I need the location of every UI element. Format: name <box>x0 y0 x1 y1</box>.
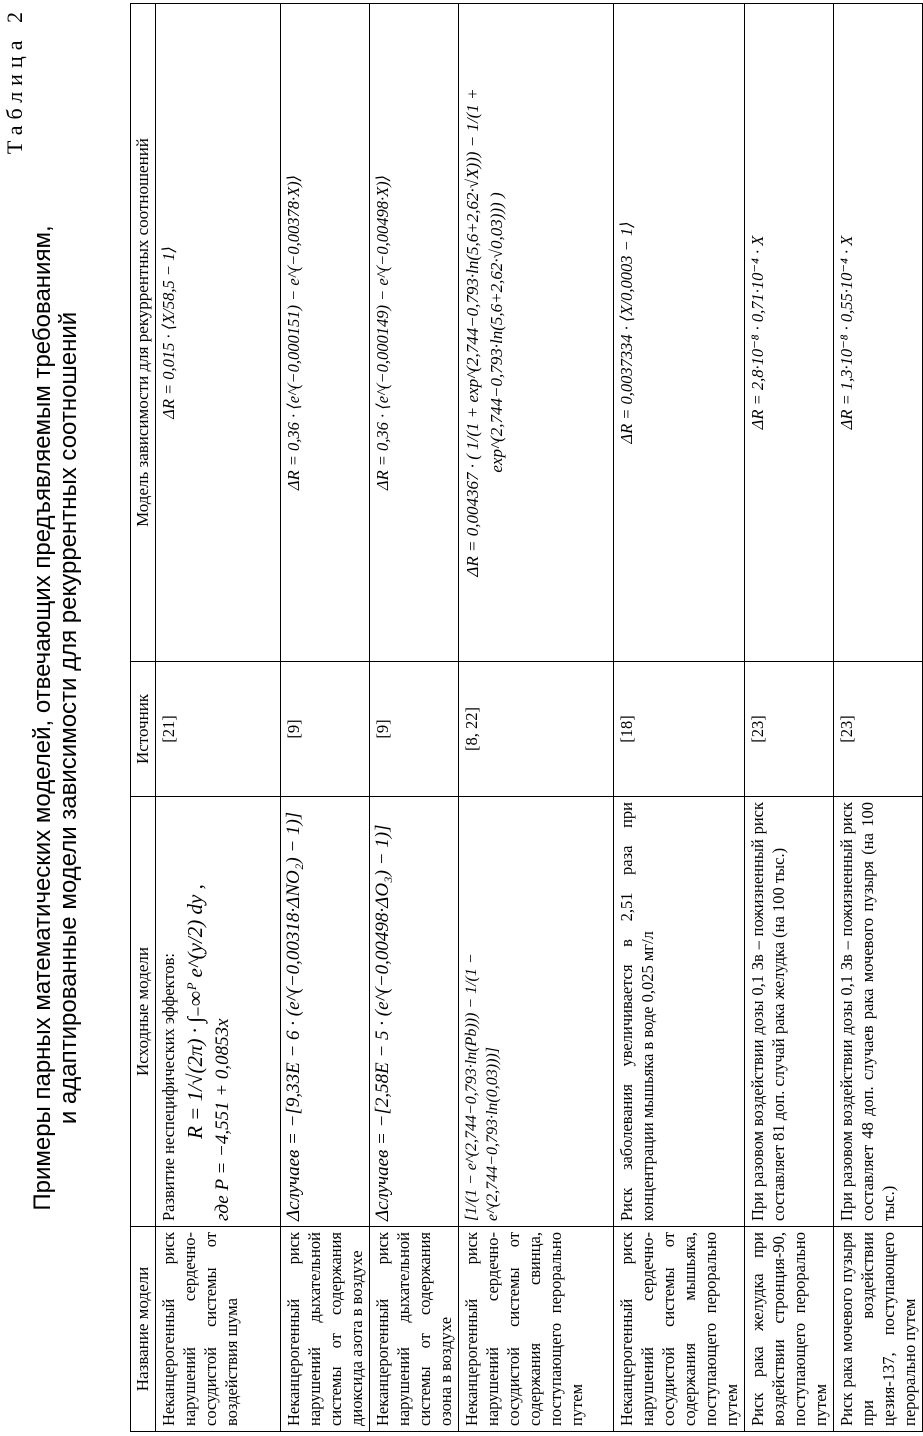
model-name: Риск рака желудка при воздействии стронция-90, поступающего перорально путем <box>745 1227 834 1432</box>
header-name: Название модели <box>131 1227 156 1432</box>
original-note: Развитие неспецифических эффектов: <box>159 953 178 1221</box>
model-name: Риск рака мочевого пузыря при воздействии цезия-137, поступающего перорально путем <box>834 1227 923 1432</box>
table-number: Таблица 2 <box>2 6 27 155</box>
table-row <box>459 4 614 1432</box>
table-row <box>834 4 923 1432</box>
model-name: Неканцерогенный риск нарушений дыхательной системы от содержания озона в воздухе <box>370 1227 459 1432</box>
original-formula: [1/(1 − e^(2,744−0,793·ln(Pb))) − 1/(1 − e^(2,744−0,793·ln(0,03)))] <box>459 797 614 1227</box>
source-ref: [18] <box>614 662 745 797</box>
original-formula: R = 1/√(2π) · ∫₋∞ᴾ e^(y/2) dy , <box>183 884 207 1139</box>
source-ref: [8, 22] <box>459 662 614 797</box>
source-ref: [21] <box>156 662 281 797</box>
table-title <box>30 0 82 1436</box>
source-ref: [9] <box>281 662 370 797</box>
original-text: При разовом воздействии дозы 0,1 Зв – пожизненный риск составляет 81 доп. случай рака желудка (на 100 тыс.) <box>745 797 834 1227</box>
table-header-row <box>131 4 156 1432</box>
title-line-1: Примеры парных математических моделей, отвечающих предъявляемым требованиям, <box>29 225 56 1211</box>
recurrent-model: ΔR = 0,36 · ⟨e^(−0,000151) − e^(−0,00378·X)⟩ <box>281 4 370 662</box>
model-name: Неканцерогенный риск нарушений сердечно-сосудистой системы от воздействия шума <box>156 1227 281 1432</box>
original-text: При разовом воздействии дозы 0,1 Зв – пожизненный риск составляет 48 доп. случаев рака мочевого пузыря (на 100 тыс.) <box>834 797 923 1227</box>
table-row <box>156 4 281 1432</box>
model-name: Неканцерогенный риск нарушений сердечно-сосудистой системы от содержания свинца, поступающего перорально путем <box>459 1227 614 1432</box>
recurrent-model: ΔR = 0,36 · ⟨e^(−0,000149) − e^(−0,00498·X)⟩ <box>370 4 459 662</box>
recurrent-model: ΔR = 0,004367 · ( 1/(1 + exp^(2,744−0,793·ln(5,6+2,62·√X))) − 1/(1 + exp^(2,744−0,793·ln(5,6+2,62·√0,03))) ) <box>459 4 614 662</box>
source-ref: [9] <box>370 662 459 797</box>
recurrent-model: ΔR = 0,0037334 · ⟨X/0,0003 − 1⟩ <box>614 4 745 662</box>
table-row <box>614 4 745 1432</box>
header-source: Источник <box>131 662 156 797</box>
original-formula: Δслучаев = −[2,58E − 5 · (e^(−0,00498·ΔO₃) − 1)] <box>370 797 459 1227</box>
recurrent-model: ΔR = 2,8·10⁻⁸ · 0,71·10⁻⁴ · X <box>745 4 834 662</box>
original-extra: где P = −4,551 + 0,0853x <box>212 1018 233 1221</box>
table-row <box>370 4 459 1432</box>
table-row <box>745 4 834 1432</box>
header-model: Модель зависимости для рекуррентных соотношений <box>131 4 156 662</box>
header-original: Исходные модели <box>131 797 156 1227</box>
source-ref: [23] <box>745 662 834 797</box>
source-ref: [23] <box>834 662 923 797</box>
recurrent-model: ΔR = 0,015 · ⟨X/58,5 − 1⟩ <box>156 4 281 662</box>
model-name: Неканцерогенный риск нарушений дыхательной системы от содержания диоксида азота в воздухе <box>281 1227 370 1432</box>
models-table <box>130 3 923 1432</box>
original-model <box>156 797 281 1227</box>
original-text: Риск заболевания увеличивается в 2,51 раза при концентрации мышьяка в воде 0,025 мг/л <box>614 797 745 1227</box>
recurrent-model: ΔR = 1,3·10⁻⁸ · 0,55·10⁻⁴ · X <box>834 4 923 662</box>
original-formula: Δслучаев = −[9,33E − 6 · (e^(−0,00318·ΔNO₂) − 1)] <box>281 797 370 1227</box>
table-row <box>281 4 370 1432</box>
model-name: Неканцерогенный риск нарушений сердечно-сосудистой системы от содержания мышьяка, поступающего перорально путем <box>614 1227 745 1432</box>
title-line-2: и адаптированные модели зависимости для рекуррентных соотношений <box>55 311 82 1125</box>
